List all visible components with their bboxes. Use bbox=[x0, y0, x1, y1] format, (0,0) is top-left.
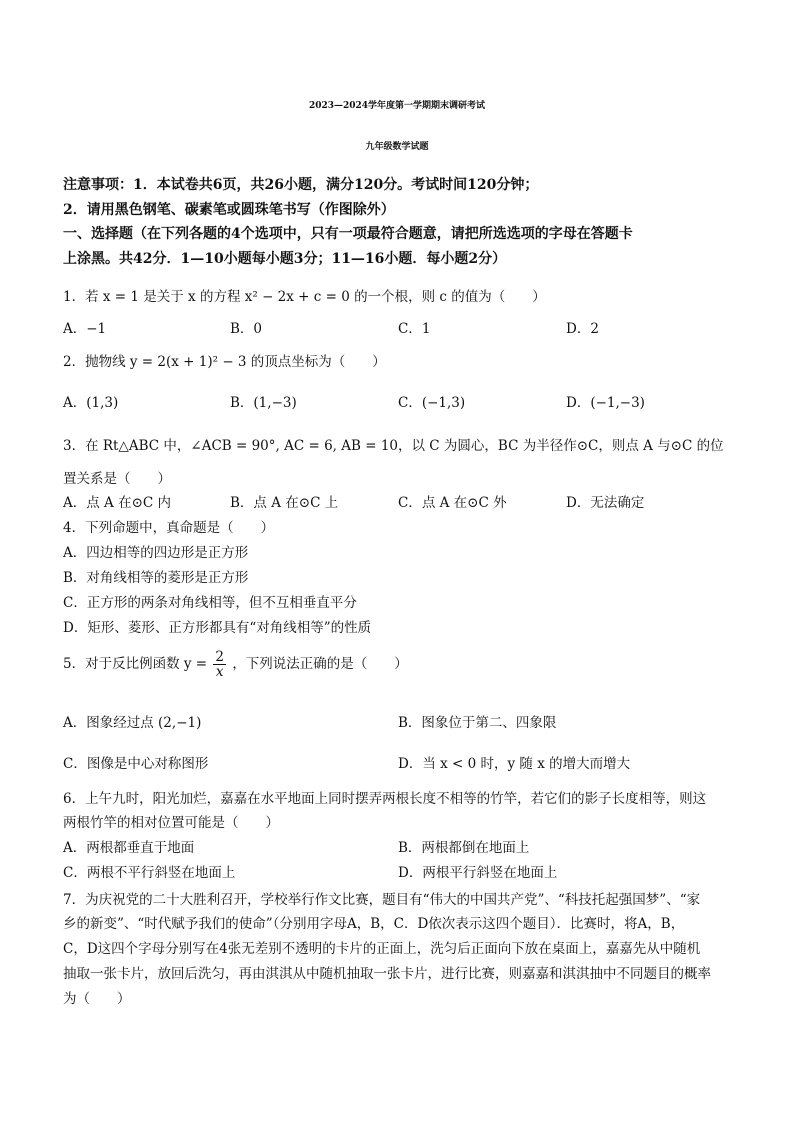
q3-stem-line-2: 置关系是（ ） bbox=[63, 471, 171, 487]
q3-stem-line-1: 3．在 Rt△ABC 中，∠ACB = 90°, AC = 6, AB = 10，以 C 为圆心，BC 为半径作⊙C，则点 A 与⊙C 的位 bbox=[63, 438, 724, 454]
q6-option-b: B．两根都倒在地面上 bbox=[398, 840, 530, 856]
q4-stem: 4．下列命题中，真命题是（ ） bbox=[63, 520, 275, 536]
q1-stem: 1．若 x = 1 是关于 x 的方程 x² − 2x + c = 0 的一个根，则 c 的值为（ ） bbox=[63, 289, 546, 305]
q1-option-c: C．1 bbox=[398, 321, 431, 337]
q7-line-4: 抽取一张卡片，放回后洗匀，再由淇淇从中随机抽取一张卡片，进行比赛，则嘉嘉和淇淇抽中不同题目的概率 bbox=[63, 966, 711, 982]
q5-stem-suffix: ，下列说法正确的是（ ） bbox=[232, 656, 408, 672]
exam-title: 2023—2024学年度第一学期期末调研考试 bbox=[308, 101, 486, 111]
q5-option-d: D．当 x < 0 时，y 随 x 的增大而增大 bbox=[398, 756, 631, 772]
q7-line-3: C，D这四个字母分别写在4张无差别不透明的卡片的正面上，洗匀后正面向下放在桌面上，嘉嘉先从中随机 bbox=[63, 941, 701, 957]
q6-stem-line-1: 6．上午九时，阳光加烂，嘉嘉在水平地面上同时摆弄两根长度不相等的竹竿，若它们的影子长度相等，则这 bbox=[63, 791, 707, 807]
section-heading-line-2: 上涂黑。共42分．1—10小题每小题3分；11—16小题．每小题2分） bbox=[63, 251, 507, 267]
q5-fraction-denominator: x bbox=[215, 664, 224, 680]
notes-line-1: 注意事项：1．本试卷共6页，共26小题，满分120分。考试时间120分钟； bbox=[63, 177, 539, 193]
q2-option-a: A．(1,3) bbox=[63, 395, 119, 411]
q3-option-a: A．点 A 在⊙C 内 bbox=[63, 495, 172, 511]
q5-option-a: A．图象经过点 (2,−1) bbox=[63, 715, 202, 731]
q4-option-a: A．四边相等的四边形是正方形 bbox=[63, 545, 249, 561]
q7-line-1: 7．为庆祝党的二十大胜利召开，学校举行作文比赛，题目有“伟大的中国共产党”、“科技托起强国梦”、“家 bbox=[63, 892, 701, 908]
q3-option-c: C．点 A 在⊙C 外 bbox=[398, 495, 507, 511]
q6-stem-line-2: 两根竹竿的相对位置可能是（ ） bbox=[63, 815, 279, 831]
q7-line-5: 为（ ） bbox=[63, 991, 131, 1007]
q4-option-b: B．对角线相等的菱形是正方形 bbox=[63, 570, 249, 586]
q1-option-a: A．−1 bbox=[63, 321, 107, 337]
q3-option-b: B．点 A 在⊙C 上 bbox=[230, 495, 339, 511]
q5-option-b: B．图象位于第二、四象限 bbox=[398, 715, 557, 731]
q2-option-d: D．(−1,−3) bbox=[566, 395, 645, 411]
q2-option-b: B．(1,−3) bbox=[230, 395, 297, 411]
q2-option-c: C．(−1,3) bbox=[398, 395, 466, 411]
section-heading-line-1: 一、选择题（在下列各题的4个选项中，只有一项最符合题意，请把所选选项的字母在答题卡 bbox=[63, 226, 633, 242]
q4-option-d: D．矩形、菱形、正方形都具有“对角线相等”的性质 bbox=[63, 620, 372, 636]
q5-stem-prefix: 5．对于反比例函数 y = bbox=[63, 656, 208, 672]
q1-option-d: D．2 bbox=[566, 321, 599, 337]
q2-stem: 2．抛物线 y = 2(x + 1)² − 3 的顶点坐标为（ ） bbox=[63, 354, 386, 370]
q5-option-c: C．图像是中心对称图形 bbox=[63, 756, 209, 772]
q7-line-2: 乡的新变”、“时代赋予我们的使命”（分别用字母A，B，C．D依次表示这四个题目）．比赛时，将A，B， bbox=[63, 916, 685, 932]
q5-fraction bbox=[213, 650, 226, 679]
exam-subtitle: 九年级数学试题 bbox=[365, 142, 429, 152]
q1-option-b: B．0 bbox=[230, 321, 263, 337]
q4-option-c: C．正方形的两条对角线相等，但不互相垂直平分 bbox=[63, 595, 357, 611]
notes-line-2: 2．请用黑色钢笔、碳素笔或圆珠笔书写（作图除外） bbox=[63, 202, 395, 218]
q6-option-d: D．两根平行斜竖在地面上 bbox=[398, 865, 558, 881]
q5-stem bbox=[63, 650, 408, 679]
q5-fraction-numerator: 2 bbox=[215, 649, 225, 665]
q6-option-a: A．两根都垂直于地面 bbox=[63, 840, 195, 856]
q3-option-d: D．无法确定 bbox=[566, 495, 645, 511]
q6-option-c: C．两根不平行斜竖在地面上 bbox=[63, 865, 236, 881]
